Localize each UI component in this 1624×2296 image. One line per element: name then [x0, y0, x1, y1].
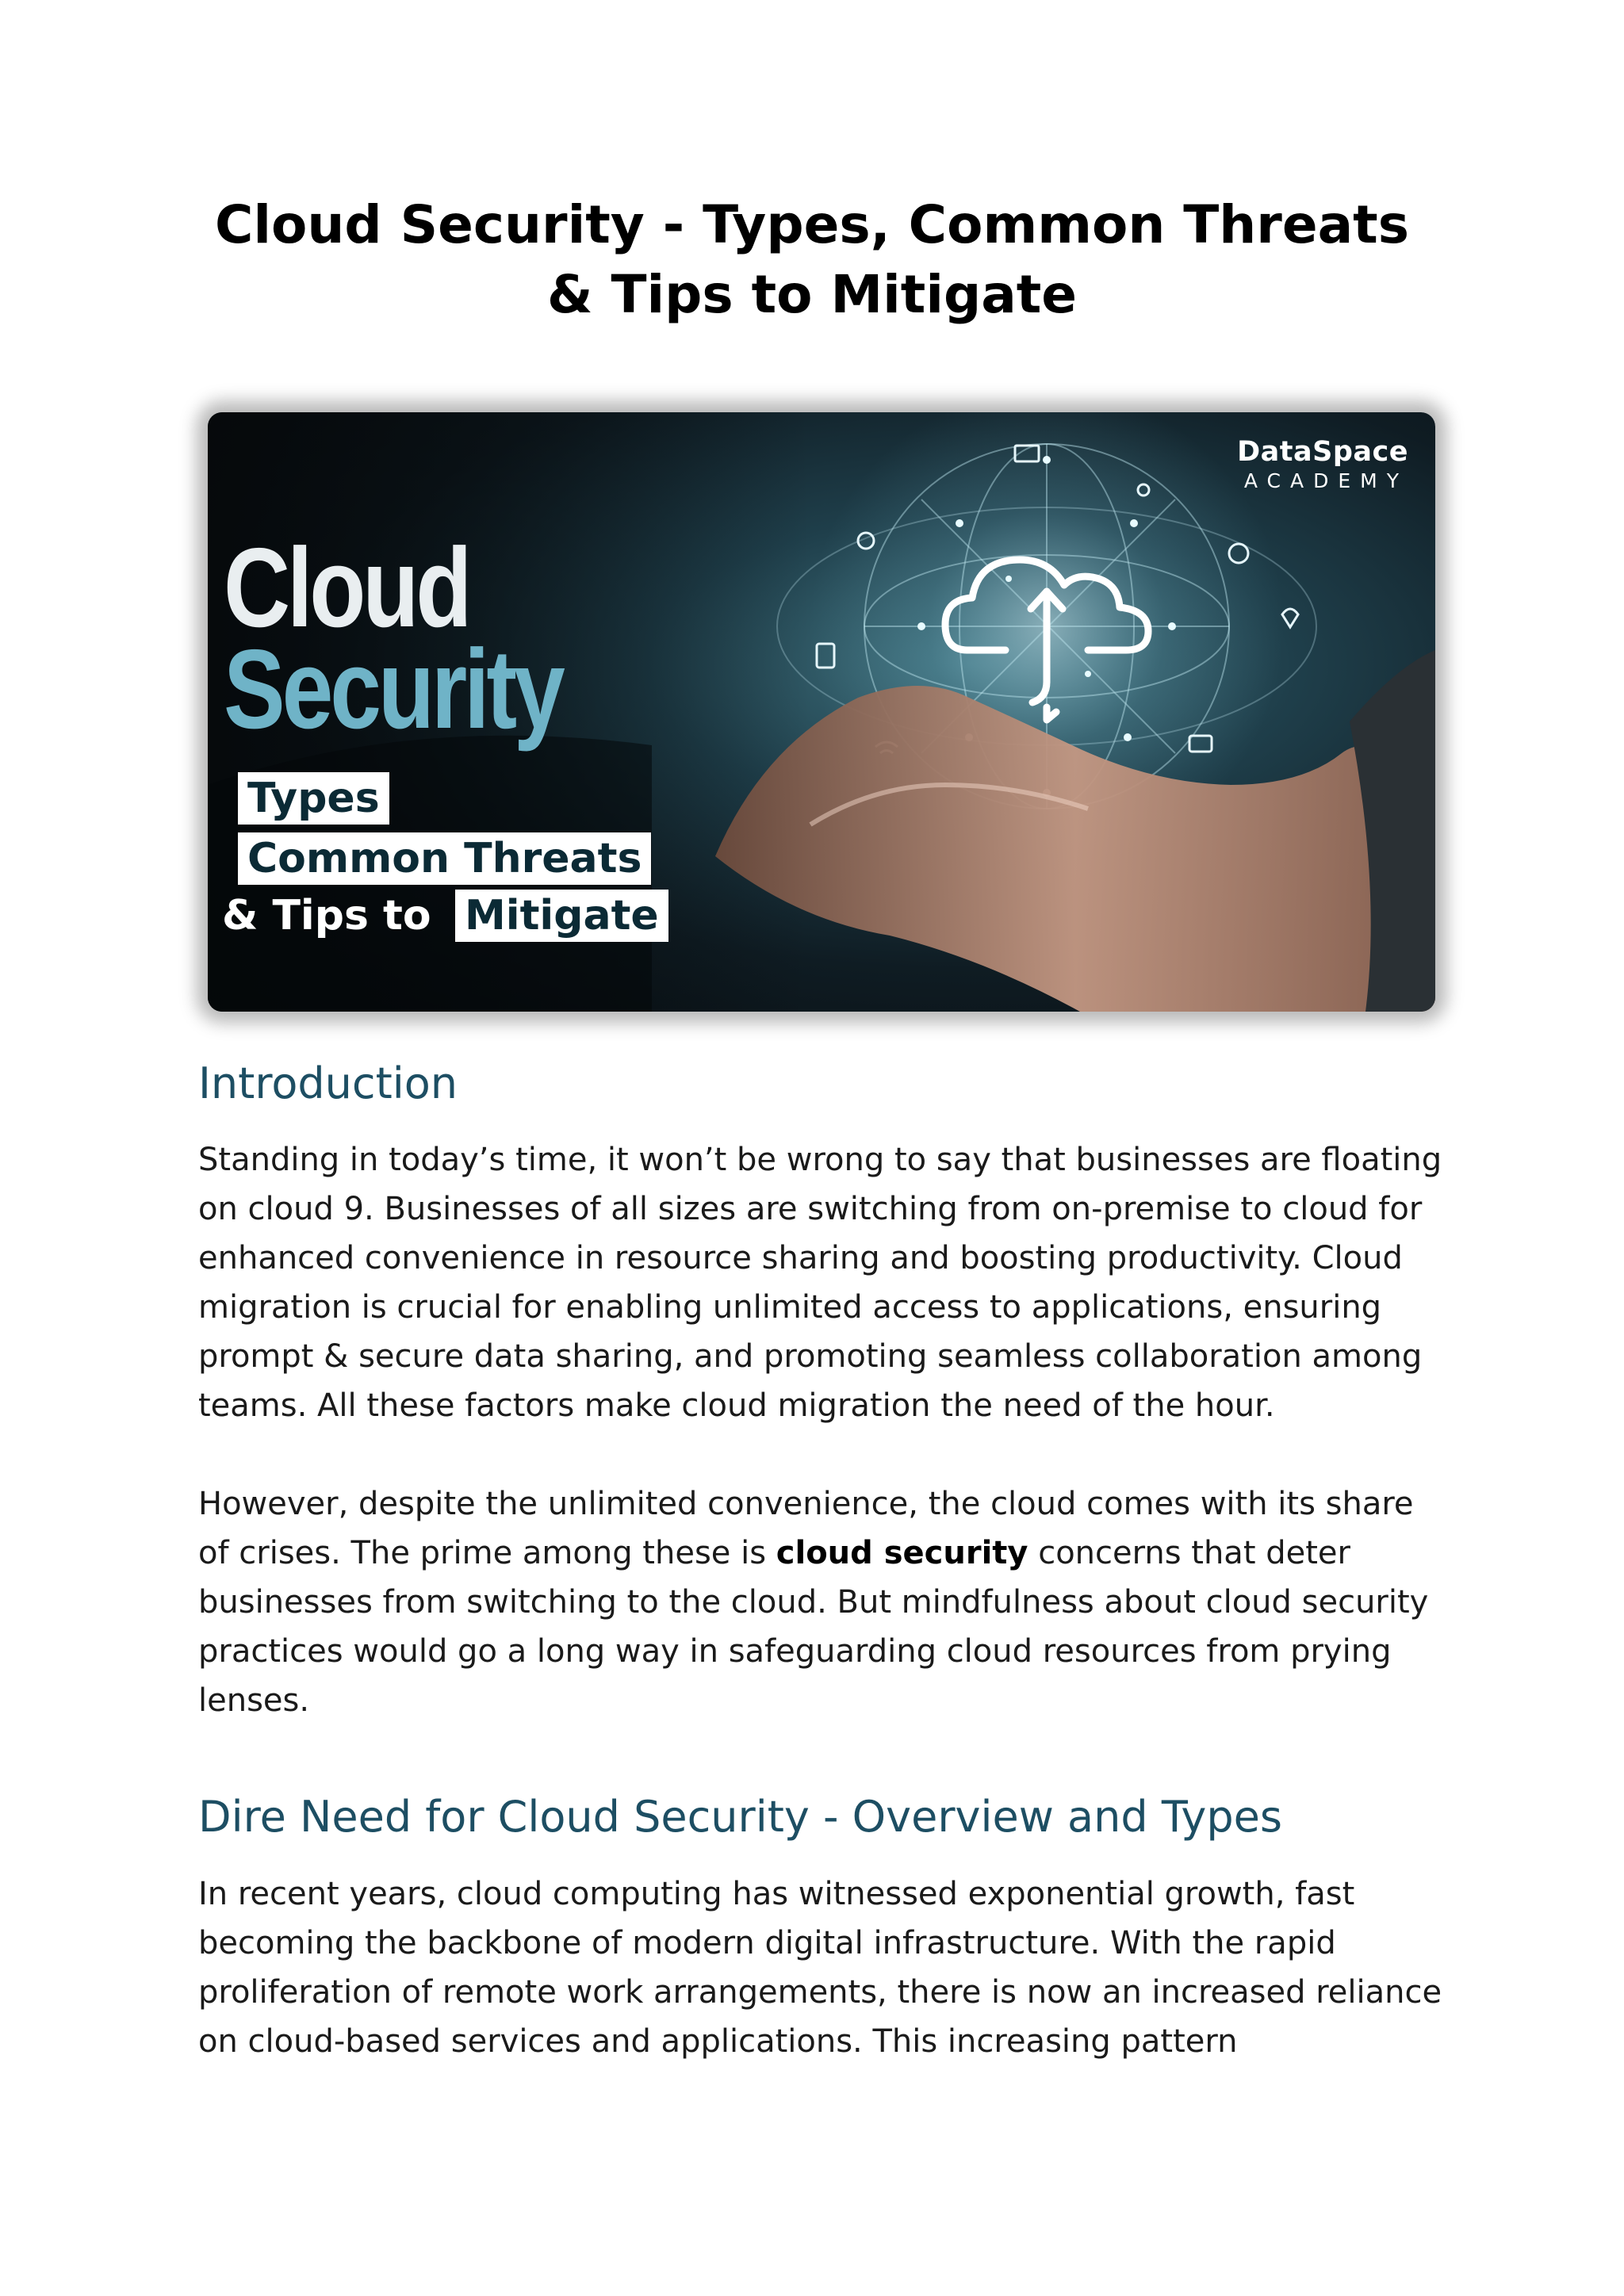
- page-title: [127, 190, 1497, 330]
- page-title-line-2: & Tips to Mitigate: [546, 264, 1078, 325]
- hero-chip-mitigate: Mitigate: [455, 890, 668, 942]
- brand-subtitle: ACADEMY: [1243, 469, 1408, 492]
- hero-chip-types: Types: [238, 772, 389, 825]
- hero-text-tips-to: & Tips to: [222, 892, 431, 939]
- hero-banner-image: [208, 412, 1435, 1012]
- brand-name: DataSpace: [1237, 436, 1408, 468]
- hero-chip-common-threats: Common Threats: [238, 832, 651, 885]
- location-icon: [1282, 609, 1298, 627]
- intro-p2-text-end: concerns that deter businesses from switching to the cloud. But mindfulness about cloud security practices would go a long way in safeguarding cloud resources from prying lenses.: [198, 1535, 1429, 1719]
- intro-paragraph-2: [198, 1479, 1451, 1725]
- intro-p2-text-start: However, despite the unlimited convenience, the cloud comes with its share of crises. The prime among these is: [198, 1486, 1414, 1571]
- cloud-security-emphasis: cloud security: [776, 1535, 1028, 1571]
- section-heading-dire-need: Dire Need for Cloud Security - Overview and Types: [198, 1792, 1282, 1842]
- page-title-line-1: Cloud Security - Types, Common Threats: [215, 194, 1409, 255]
- hero-word-cloud: Cloud: [224, 525, 469, 651]
- intro-paragraph-1: Standing in today’s time, it won’t be wrong to say that businesses are floating on cloud 9. Businesses of all sizes are switching from on-premise to cloud for enhanced convenience in resource sharing and boosting productivity. Cloud migration is crucial for enabling unlimited access to applications, ensuring prompt & secure data sharing, and promoting seamless collaboration among teams. All these factors make cloud migration the need of the hour.: [198, 1142, 1442, 1424]
- hero-word-security: Security: [224, 626, 562, 752]
- dire-paragraph-1: In recent years, cloud computing has witnessed exponential growth, fast becoming the backbone of modern digital infrastructure. With the rapid proliferation of remote work arrangements, there is now an increased reliance on cloud-based services and applications. This increasing pattern: [198, 1876, 1442, 2060]
- section-heading-introduction: Introduction: [198, 1058, 458, 1108]
- brand-logo: [1237, 436, 1408, 492]
